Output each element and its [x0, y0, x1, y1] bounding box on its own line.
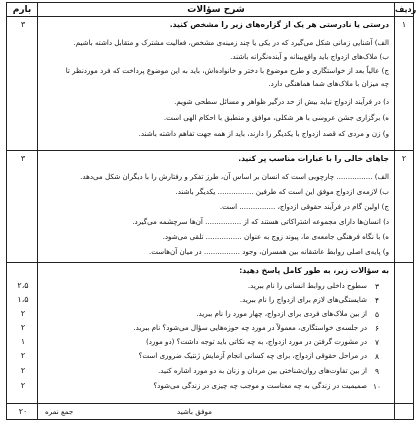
section1-item: ج) عالیاً بعد از خواستگاری و طرح موضوع با دختر و خانواده‌اش، باید به این موضوع پرداخت که فرد موردنظر تا [65, 66, 389, 75]
section1-item: د) در فرآیند ازدواج نباید بیش از حد درگیر ظواهر و مسائل سطحی شویم. [174, 97, 389, 106]
section1-score: ۳ [20, 20, 26, 29]
section1-item: و) زن و مردی که قصد ازدواج با یکدیگر را دارند، باید از همه جهت تفاهم داشته باشند. [138, 129, 389, 138]
footer-row [7, 404, 413, 420]
question-score: ۱،۵ [17, 295, 29, 304]
section-descriptive [7, 263, 413, 404]
section2-item: الف) ................ چارچوبی است که انسان بر اساس آن، طرز تفکر و رفتارش را با دیگران شکل می‌دهد. [80, 172, 389, 181]
header-questions: شرح سؤالات [187, 5, 245, 15]
question-text: از بین تفاوت‌های روان‌شناختی بین مردان و زنان به دو مورد اشاره کنید. [158, 366, 367, 375]
section1-row-number: ۱ [401, 20, 407, 29]
question-number: ۶ [374, 324, 380, 333]
question-number: ۳ [374, 282, 380, 291]
section1-item-continued: چه میزان با ملاک‌های شما هماهنگی دارد. [268, 79, 389, 88]
question-number: ۴ [374, 296, 380, 305]
question-score: ۲ [20, 351, 26, 360]
question-number: ۸ [374, 352, 380, 361]
section2-score: ۳ [20, 154, 26, 163]
section1-item: ب) ملاک‌های ازدواج باید واقع‌بینانه و آینده‌نگرانه باشند. [230, 52, 389, 61]
header-score: بارم [12, 5, 32, 15]
section2-title: جاهای خالی را با عبارات مناسب پر کنید. [238, 154, 389, 163]
header-row-number: ردیف [395, 5, 417, 14]
question-score: ۲ [20, 366, 26, 375]
question-text: سطوح داخلی روابط انسانی را نام ببرید. [247, 281, 367, 290]
section-fill-blanks [7, 151, 413, 263]
section2-row-number: ۲ [401, 154, 407, 163]
section2-item: ه) با نگاه فرهنگی جامعه‌ی ما، پیوند زوج به عنوان ................ تلقی می‌شود. [162, 232, 389, 241]
question-text: صمیمیت در زندگی به چه معناست و موجب چه چیزی در زندگی می‌شود؟ [153, 381, 367, 390]
exam-sheet [6, 2, 417, 420]
section1-item: الف) آشنایی زمانی شکل می‌گیرد که در یکی یا چند زمینه‌ی مشخص، فعالیت مشترک و متقابل داشته باشیم. [73, 38, 389, 47]
question-number: ۱۰ [372, 382, 382, 391]
section2-item: د) انسان‌ها دارای مجموعه اشتراکاتی هستند که از ................ آن‌ها سرچشمه می‌گیرد. [132, 217, 389, 226]
section2-item: ج) اولین گام در فرآیند حقوقی ازدواج، ................ است. [219, 202, 389, 211]
section1-item: ه) برگزاری جشن عروسی با هر شکلی، موافق و منطبق با احکام الهی است. [163, 113, 389, 122]
question-text: در جلسه‌ی خواستگاری، معمولاً در مورد چه حوزه‌هایی سؤال می‌شود؟ نام ببرید. [133, 323, 367, 332]
question-text: در مشورت گرفتن در مورد ازدواج، به چه نکاتی باید توجه داشت؟ (دو مورد) [145, 337, 367, 346]
header-row [7, 3, 417, 17]
question-text: شایستگی‌های لازم برای ازدواج را نام ببرید. [239, 295, 367, 304]
section2-item: ب) لازمه‌ی ازدواج موفق این است که طرفین ................ یکدیگر باشند. [175, 187, 389, 196]
question-text: در مراحل حقوقی ازدواج، برای چه کسانی انجام آزمایش ژنتیک ضروری است؟ [138, 351, 367, 360]
good-luck-text: موفق باشید [177, 407, 212, 416]
section2-item: و) پایه‌ی اصلی روابط عاشقانه بین همسران، وجود ................ در میان آن‌هاست. [148, 247, 389, 256]
question-number: ۷ [374, 338, 380, 347]
question-number: ۵ [374, 310, 380, 319]
question-score: ۲ [20, 323, 26, 332]
section3-title: به سؤالات زیر، به طور کامل پاسخ دهید: [239, 266, 389, 275]
question-score: ۲ [20, 309, 26, 318]
question-score: ۲ [20, 381, 26, 390]
section1-title: درستی یا نادرستی هر یک از گزاره‌های زیر را مشخص کنید. [169, 20, 389, 29]
question-score: ۲،۵ [17, 281, 29, 290]
section-true-false [7, 17, 413, 151]
question-text: از بین ملاک‌های فردی برای ازدواج، چهار مورد را نام ببرید. [196, 309, 367, 318]
question-number: ۹ [374, 367, 380, 376]
total-label: جمع نمره [45, 407, 74, 416]
question-score: ۱ [20, 337, 26, 346]
total-score: ۲۰ [18, 407, 28, 416]
